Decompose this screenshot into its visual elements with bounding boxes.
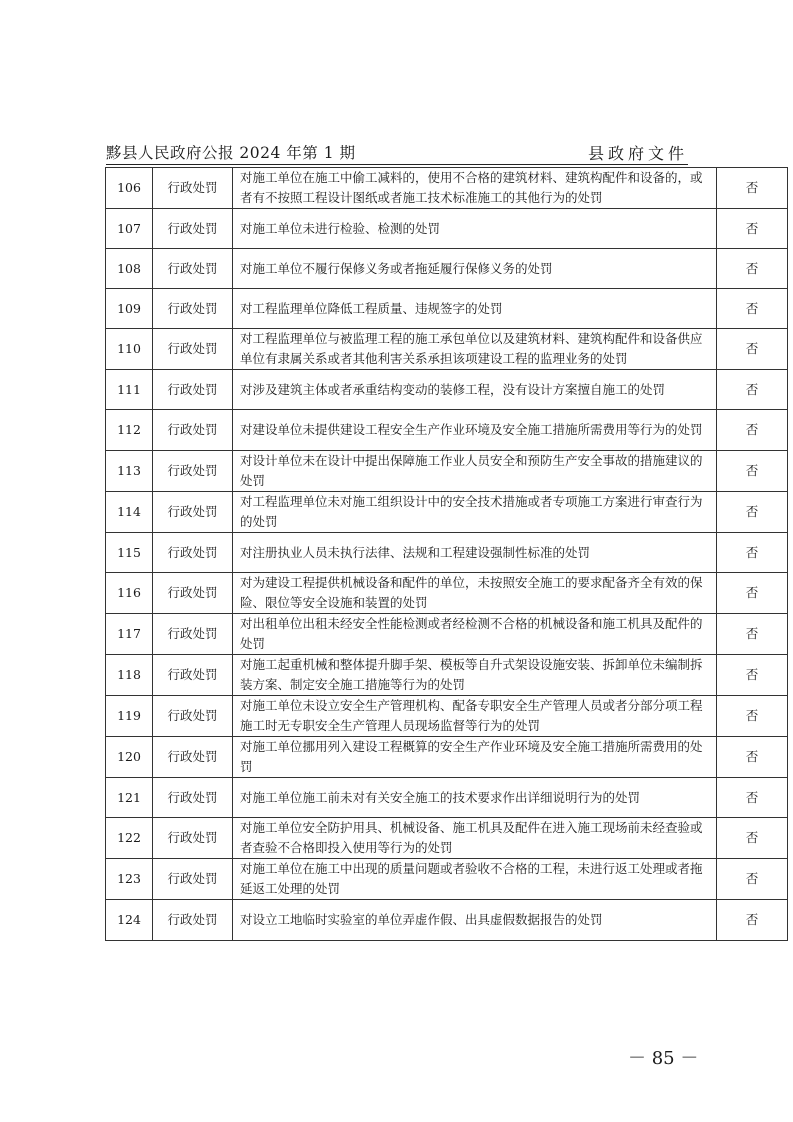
table-row (106, 614, 788, 655)
item-type: 行政处罚 (153, 737, 233, 778)
item-type: 行政处罚 (153, 573, 233, 614)
row-number: 109 (106, 289, 153, 329)
item-flag: 否 (717, 737, 788, 778)
item-description: 对工程监理单位降低工程质量、违规签字的处罚 (233, 289, 717, 329)
row-number: 115 (106, 533, 153, 573)
penalty-items-table (105, 167, 788, 941)
item-description: 对涉及建筑主体或者承重结构变动的装修工程，没有设计方案擅自施工的处罚 (233, 370, 717, 410)
table-row (106, 859, 788, 900)
item-description: 对设立工地临时实验室的单位弄虚作假、出具虚假数据报告的处罚 (233, 900, 717, 941)
row-number: 121 (106, 778, 153, 818)
row-number: 108 (106, 249, 153, 289)
row-number: 106 (106, 168, 153, 209)
item-flag: 否 (717, 818, 788, 859)
row-number: 123 (106, 859, 153, 900)
gazette-title: 黟县人民政府公报 2024 年第 1 期 (106, 144, 356, 162)
item-type: 行政处罚 (153, 778, 233, 818)
row-number: 114 (106, 492, 153, 533)
row-number: 122 (106, 818, 153, 859)
table-row (106, 696, 788, 737)
item-description: 对注册执业人员未执行法律、法规和工程建设强制性标准的处罚 (233, 533, 717, 573)
table-row (106, 573, 788, 614)
item-description: 对工程监理单位未对施工组织设计中的安全技术措施或者专项施工方案进行审查行为的处罚 (233, 492, 717, 533)
item-flag: 否 (717, 329, 788, 370)
table-row (106, 818, 788, 859)
item-description: 对施工单位挪用列入建设工程概算的安全生产作业环境及安全施工措施所需费用的处罚 (233, 737, 717, 778)
item-flag: 否 (717, 168, 788, 209)
item-description: 对工程监理单位与被监理工程的施工承包单位以及建筑材料、建筑构配件和设备供应单位有隶属关系或者其他利害关系承担该项建设工程的监理业务的处罚 (233, 329, 717, 370)
table-row (106, 168, 788, 209)
item-flag: 否 (717, 655, 788, 696)
row-number: 111 (106, 370, 153, 410)
table-row (106, 329, 788, 370)
item-flag: 否 (717, 370, 788, 410)
page-number: － 85 － (628, 1048, 699, 1069)
table-row (106, 533, 788, 573)
item-description: 对施工单位未设立安全生产管理机构、配备专职安全生产管理人员或者分部分项工程施工时无专职安全生产管理人员现场监督等行为的处罚 (233, 696, 717, 737)
row-number: 117 (106, 614, 153, 655)
item-type: 行政处罚 (153, 614, 233, 655)
item-type: 行政处罚 (153, 900, 233, 941)
table-row (106, 249, 788, 289)
item-description: 对施工单位在施工中出现的质量问题或者验收不合格的工程，未进行返工处理或者拖延返工处理的处罚 (233, 859, 717, 900)
row-number: 116 (106, 573, 153, 614)
table-row (106, 289, 788, 329)
item-type: 行政处罚 (153, 655, 233, 696)
row-number: 120 (106, 737, 153, 778)
header-rule (106, 164, 688, 165)
row-number: 110 (106, 329, 153, 370)
row-number: 113 (106, 451, 153, 492)
table-row (106, 900, 788, 941)
table-row (106, 410, 788, 451)
table-row (106, 778, 788, 818)
row-number: 119 (106, 696, 153, 737)
row-number: 112 (106, 410, 153, 451)
table-row (106, 655, 788, 696)
item-flag: 否 (717, 249, 788, 289)
item-description: 对施工单位不履行保修义务或者拖延履行保修义务的处罚 (233, 249, 717, 289)
item-type: 行政处罚 (153, 289, 233, 329)
item-description: 对施工单位施工前未对有关安全施工的技术要求作出详细说明行为的处罚 (233, 778, 717, 818)
item-type: 行政处罚 (153, 249, 233, 289)
page-header (106, 141, 688, 165)
table-row (106, 492, 788, 533)
table-row (106, 737, 788, 778)
item-type: 行政处罚 (153, 859, 233, 900)
item-type: 行政处罚 (153, 451, 233, 492)
item-flag: 否 (717, 696, 788, 737)
item-flag: 否 (717, 492, 788, 533)
item-flag: 否 (717, 900, 788, 941)
row-number: 118 (106, 655, 153, 696)
table-row (106, 370, 788, 410)
item-flag: 否 (717, 451, 788, 492)
item-description: 对施工起重机械和整体提升脚手架、模板等自升式架设设施安装、拆卸单位未编制拆装方案、制定安全施工措施等行为的处罚 (233, 655, 717, 696)
item-description: 对施工单位未进行检验、检测的处罚 (233, 209, 717, 249)
item-flag: 否 (717, 778, 788, 818)
item-type: 行政处罚 (153, 370, 233, 410)
item-description: 对为建设工程提供机械设备和配件的单位，未按照安全施工的要求配备齐全有效的保险、限位等安全设施和装置的处罚 (233, 573, 717, 614)
item-type: 行政处罚 (153, 209, 233, 249)
table-row (106, 451, 788, 492)
item-description: 对施工单位在施工中偷工减料的，使用不合格的建筑材料、建筑构配件和设备的，或者有不按照工程设计图纸或者施工技术标准施工的其他行为的处罚 (233, 168, 717, 209)
item-flag: 否 (717, 289, 788, 329)
table-body (106, 168, 788, 941)
item-type: 行政处罚 (153, 329, 233, 370)
row-number: 107 (106, 209, 153, 249)
item-description: 对施工单位安全防护用具、机械设备、施工机具及配件在进入施工现场前未经查验或者查验不合格即投入使用等行为的处罚 (233, 818, 717, 859)
item-description: 对出租单位出租未经安全性能检测或者经检测不合格的机械设备和施工机具及配件的处罚 (233, 614, 717, 655)
item-type: 行政处罚 (153, 533, 233, 573)
table-row (106, 209, 788, 249)
item-flag: 否 (717, 410, 788, 451)
item-flag: 否 (717, 859, 788, 900)
item-type: 行政处罚 (153, 492, 233, 533)
item-type: 行政处罚 (153, 696, 233, 737)
item-flag: 否 (717, 614, 788, 655)
section-title: 县政府文件 (587, 144, 688, 163)
row-number: 124 (106, 900, 153, 941)
item-type: 行政处罚 (153, 410, 233, 451)
item-flag: 否 (717, 209, 788, 249)
item-flag: 否 (717, 573, 788, 614)
item-type: 行政处罚 (153, 818, 233, 859)
item-type: 行政处罚 (153, 168, 233, 209)
item-flag: 否 (717, 533, 788, 573)
item-description: 对建设单位未提供建设工程安全生产作业环境及安全施工措施所需费用等行为的处罚 (233, 410, 717, 451)
item-description: 对设计单位未在设计中提出保障施工作业人员安全和预防生产安全事故的措施建议的处罚 (233, 451, 717, 492)
